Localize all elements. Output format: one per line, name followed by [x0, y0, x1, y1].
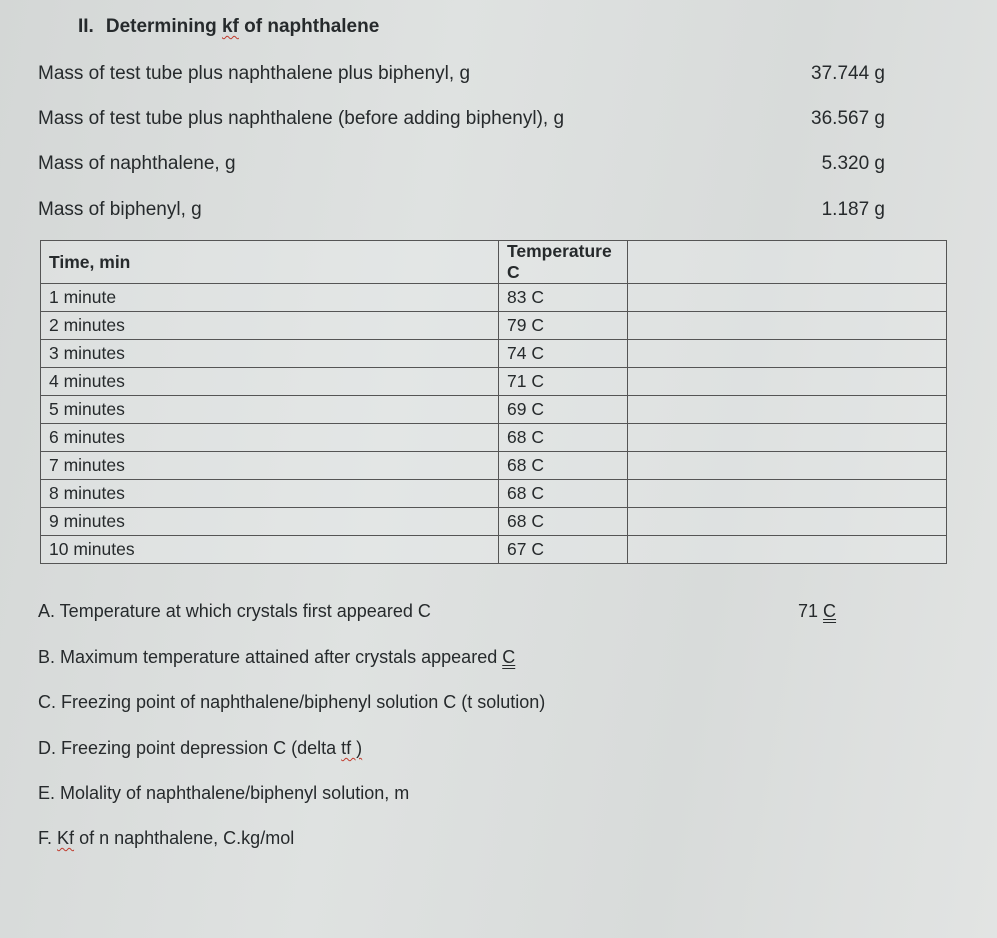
empty-cell	[628, 241, 947, 284]
mass-value: 5.320 g	[821, 153, 885, 174]
time-cell: 5 minutes	[41, 396, 499, 424]
empty-cell	[628, 424, 947, 452]
question-d	[38, 738, 362, 759]
table-row	[41, 284, 947, 312]
table-row	[41, 480, 947, 508]
time-cell: 10 minutes	[41, 536, 499, 564]
question-d-label: D. Freezing point depression C (delta	[38, 738, 337, 758]
question-c: C. Freezing point of naphthalene/biphenyl solution C (t solution)	[38, 692, 546, 712]
time-cell: 7 minutes	[41, 452, 499, 480]
section-number: II.	[78, 16, 94, 37]
time-cell: 4 minutes	[41, 368, 499, 396]
question-f	[38, 828, 294, 849]
answer-a-value: 71	[798, 601, 819, 621]
temperature-cell: 74 C	[499, 340, 628, 368]
table-row	[41, 452, 947, 480]
mass-value: 37.744 g	[811, 63, 885, 84]
temperature-table	[40, 240, 947, 564]
time-cell: 3 minutes	[41, 340, 499, 368]
title-suffix: of naphthalene	[244, 16, 380, 37]
empty-cell	[628, 508, 947, 536]
header-temperature: Temperature C	[499, 241, 628, 284]
table-row	[41, 396, 947, 424]
temperature-cell: 68 C	[499, 424, 628, 452]
temperature-cell: 83 C	[499, 284, 628, 312]
section-title	[78, 16, 379, 38]
mass-label: Mass of biphenyl, g	[38, 199, 202, 220]
time-cell: 9 minutes	[41, 508, 499, 536]
table-row	[41, 424, 947, 452]
question-f-kf: Kf	[57, 828, 75, 848]
table-row	[41, 368, 947, 396]
time-cell: 2 minutes	[41, 312, 499, 340]
question-b-unit: C	[502, 647, 516, 667]
mass-value: 36.567 g	[811, 108, 885, 129]
temperature-cell: 71 C	[499, 368, 628, 396]
empty-cell	[628, 480, 947, 508]
empty-cell	[628, 452, 947, 480]
empty-cell	[628, 396, 947, 424]
empty-cell	[628, 340, 947, 368]
table-row	[41, 312, 947, 340]
question-b-label: B. Maximum temperature attained after crystals appeared	[38, 647, 498, 667]
temperature-cell: 68 C	[499, 480, 628, 508]
question-f-rest: of n naphthalene, C.kg/mol	[79, 828, 295, 848]
table-row	[41, 536, 947, 564]
empty-cell	[628, 536, 947, 564]
temperature-cell: 68 C	[499, 452, 628, 480]
table-header-row	[41, 241, 947, 284]
question-b	[38, 647, 515, 668]
question-d-tf: tf )	[341, 738, 363, 758]
mass-label: Mass of naphthalene, g	[38, 153, 236, 174]
mass-value: 1.187 g	[821, 199, 885, 220]
question-e: E. Molality of naphthalene/biphenyl solution, m	[38, 783, 410, 803]
table-row	[41, 340, 947, 368]
temperature-cell: 67 C	[499, 536, 628, 564]
answer-a-unit: C	[823, 601, 837, 621]
table-row	[41, 508, 947, 536]
time-cell: 8 minutes	[41, 480, 499, 508]
temperature-cell: 69 C	[499, 396, 628, 424]
temperature-cell: 68 C	[499, 508, 628, 536]
question-f-prefix: F.	[38, 828, 53, 848]
mass-label: Mass of test tube plus naphthalene plus biphenyl, g	[38, 63, 471, 84]
title-kf: kf	[221, 16, 239, 37]
title-prefix: Determining	[105, 16, 217, 37]
empty-cell	[628, 312, 947, 340]
time-cell: 6 minutes	[41, 424, 499, 452]
answer-a	[798, 601, 836, 622]
header-time: Time, min	[41, 241, 499, 284]
mass-label: Mass of test tube plus naphthalene (before adding biphenyl), g	[38, 108, 565, 129]
temperature-cell: 79 C	[499, 312, 628, 340]
empty-cell	[628, 368, 947, 396]
empty-cell	[628, 284, 947, 312]
time-cell: 1 minute	[41, 284, 499, 312]
question-a: A. Temperature at which crystals first appeared C	[38, 601, 431, 621]
